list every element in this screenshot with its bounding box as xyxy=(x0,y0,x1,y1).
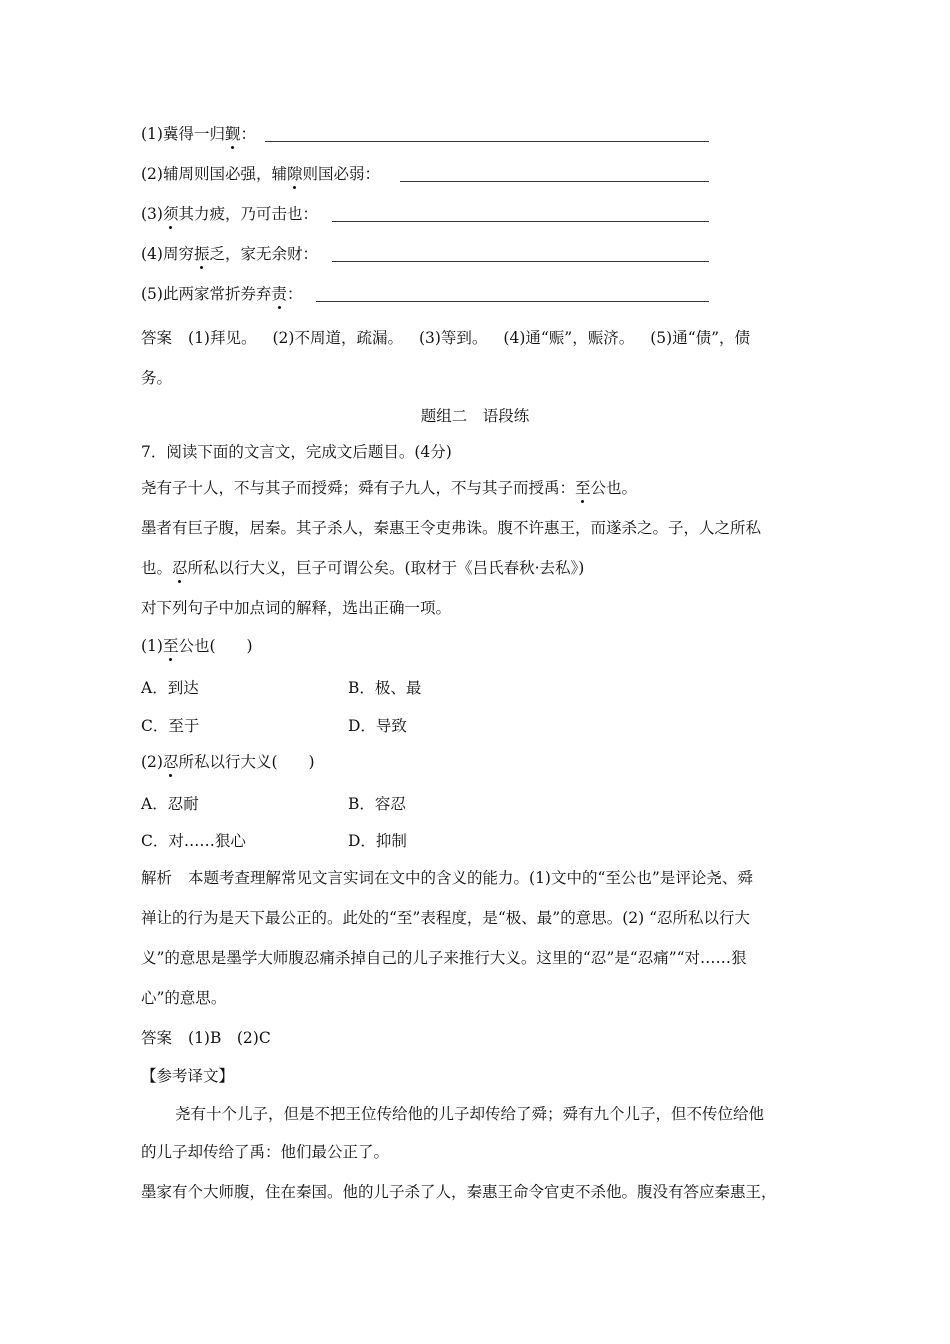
emphasis-char: 须 xyxy=(162,205,179,223)
option-2a[interactable]: A．忍耐 xyxy=(141,795,199,813)
emphasis-char: 忍 xyxy=(172,559,188,577)
section-title: 题组二 语段练 xyxy=(420,407,530,425)
answer-blank-4[interactable] xyxy=(332,261,709,262)
q6-item-1: (1)冀得一归觐： xyxy=(141,125,256,143)
option-1d[interactable]: D．导致 xyxy=(348,717,407,735)
emphasis-char: 觐 xyxy=(224,125,241,143)
translation-line-3: 墨家有个大师腹，住在秦国。他的儿子杀了人，秦惠王命令官吏不杀他。腹没有答应秦惠王， xyxy=(141,1183,777,1201)
translation-line-2: 的儿子却传给了禹：他们最公正了。 xyxy=(141,1143,390,1161)
q7-stem: 7．阅读下面的文言文，完成文后题目。(4分) xyxy=(141,443,452,461)
q6-answer-cont: 务。 xyxy=(141,369,173,387)
q7-answer: 答案 (1)B (2)C xyxy=(141,1029,271,1047)
emphasis-char: 责 xyxy=(271,285,287,303)
emphasis-char: 忍 xyxy=(162,753,179,771)
analysis-line-3: 义”的意思是墨学大师腹忍痛杀掉自己的儿子来推行大义。这里的“忍”是“忍痛”“对……狠 xyxy=(141,949,747,967)
emphasis-char: 至 xyxy=(162,637,179,655)
emphasis-char: 隙 xyxy=(286,165,303,183)
option-2c[interactable]: C．对……狠心 xyxy=(141,832,246,850)
answer-blank-2[interactable] xyxy=(400,181,709,182)
emphasis-char: 至 xyxy=(575,479,591,497)
q6-item-4: (4)周穷振乏，家无余财： xyxy=(141,245,318,263)
q7-instruction: 对下列句子中加点词的解释，选出正确一项。 xyxy=(141,599,452,617)
translation-line-1: 尧有十个儿子，但是不把王位传给他的儿子却传给了舜；舜有九个儿子，但不传位给他 xyxy=(175,1105,765,1123)
translation-title: 【参考译文】 xyxy=(141,1067,235,1085)
option-1a[interactable]: A．到达 xyxy=(141,679,199,697)
q6-answer: 答案 (1)拜见。 (2)不周道，疏漏。 (3)等到。 (4)通“赈”，赈济。 (5)通“债”，债 xyxy=(141,329,751,347)
option-2b[interactable]: B．容忍 xyxy=(348,795,406,813)
option-1b[interactable]: B．极、最 xyxy=(348,679,422,697)
option-2d[interactable]: D．抑制 xyxy=(348,832,407,850)
q6-item-3: (3)须其力疲，乃可击也： xyxy=(141,205,318,223)
passage-line-1: 尧有子十人，不与其子而授舜；舜有子九人，不与其子而授禹：至公也。 xyxy=(141,479,638,497)
passage-line-2: 墨者有巨子腹，居秦。其子杀人，秦惠王令吏弗诛。腹不许惠王，而遂杀之。子，人之所私 xyxy=(141,519,762,537)
emphasis-char: 振 xyxy=(193,245,210,263)
answer-blank-1[interactable] xyxy=(265,141,709,142)
analysis-line-4: 心”的意思。 xyxy=(141,989,227,1007)
analysis-line-1: 解析 本题考查理解常见文言实词在文中的含义的能力。(1)文中的“至公也”是评论尧、舜 xyxy=(141,869,753,887)
answer-blank-3[interactable] xyxy=(332,221,709,222)
q6-item-5: (5)此两家常折券弃责： xyxy=(141,285,303,303)
q6-item-2: (2)辅周则国必强，辅隙则国必弱： xyxy=(141,165,380,183)
passage-line-3: 也。忍所私以行大义，巨子可谓公矣。(取材于《吕氏春秋·去私》) xyxy=(141,559,585,577)
answer-blank-5[interactable] xyxy=(316,301,709,302)
sub-question-2: (2)忍所私以行大义( ) xyxy=(141,753,315,771)
option-1c[interactable]: C．至于 xyxy=(141,717,200,735)
analysis-line-2: 禅让的行为是天下最公正的。此处的“至”表程度，是“极、最”的意思。(2) “忍所私以行大 xyxy=(141,909,751,927)
sub-question-1: (1)至公也( ) xyxy=(141,637,253,655)
